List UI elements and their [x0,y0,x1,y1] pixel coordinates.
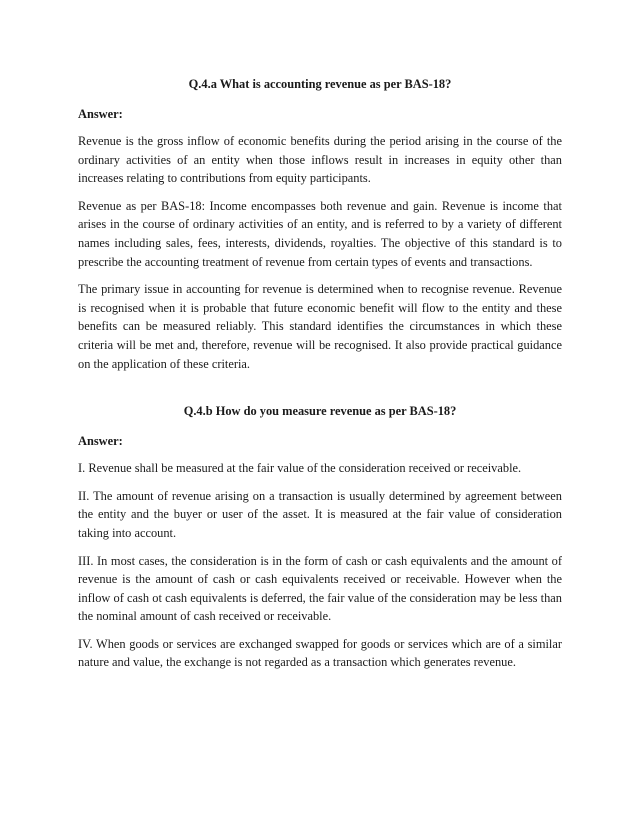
question-title-q4b: Q.4.b How do you measure revenue as per BAS-18? [183,404,457,419]
answer-paragraph: Revenue is the gross inflow of economic benefits during the period arising in the course of the ordinary activities of an entity when those inflows result in increases in equity other than increases relating to contributions from equity participants. [78,134,562,186]
answer-label-q4a: Answer: [78,107,123,121]
answer-paragraph: Revenue as per BAS-18: Income encompasses both revenue and gain. Revenue is income that arises in the course of ordinary activities of an entity, and is referred to by a variety of different names including sales, fees, interests, dividends, royalties. The objective of this standard is to prescribe the accounting treatment of revenue from certain types of events and transactions. [78,198,562,269]
answer-paragraph: IV. When goods or services are exchanged swapped for goods or services which are of a similar nature and value, the exchange is not regarded as a transaction which generates revenue. [78,636,562,670]
answer-paragraph: II. The amount of revenue arising on a transaction is usually determined by agreement between the entity and the buyer or user of the asset. It is measured at the fair value of consideration taking into account. [78,488,562,540]
answer-label-q4b: Answer: [78,434,123,449]
section-q4a [78,75,562,373]
question-title-q4a: Q.4.a What is accounting revenue as per BAS-18? [188,77,452,91]
answer-paragraph: I. Revenue shall be measured at the fair value of the consideration received or receivable. [78,461,522,476]
answer-paragraph: The primary issue in accounting for revenue is determined when to recognise revenue. Revenue is recognised when it is probable that future economic benefit will flow to the entity and these benefits can be measured reliably. This standard identifies the circumstances in which these criteria will be met and, therefore, revenue will be recognised. It also provide practical guidance on the application of these criteria. [78,282,562,371]
document-page [78,75,562,672]
section-spacer [78,373,562,402]
answer-paragraph: III. In most cases, the consideration is in the form of cash or cash equivalents and the amount of revenue is the amount of cash or cash equivalents received or receivable. However when the inflow of cash ot cash equivalents is deferred, the fair value of the consideration may be less than the nominal amount of cash received or receivable. [78,553,562,624]
section-q4b [78,402,562,672]
